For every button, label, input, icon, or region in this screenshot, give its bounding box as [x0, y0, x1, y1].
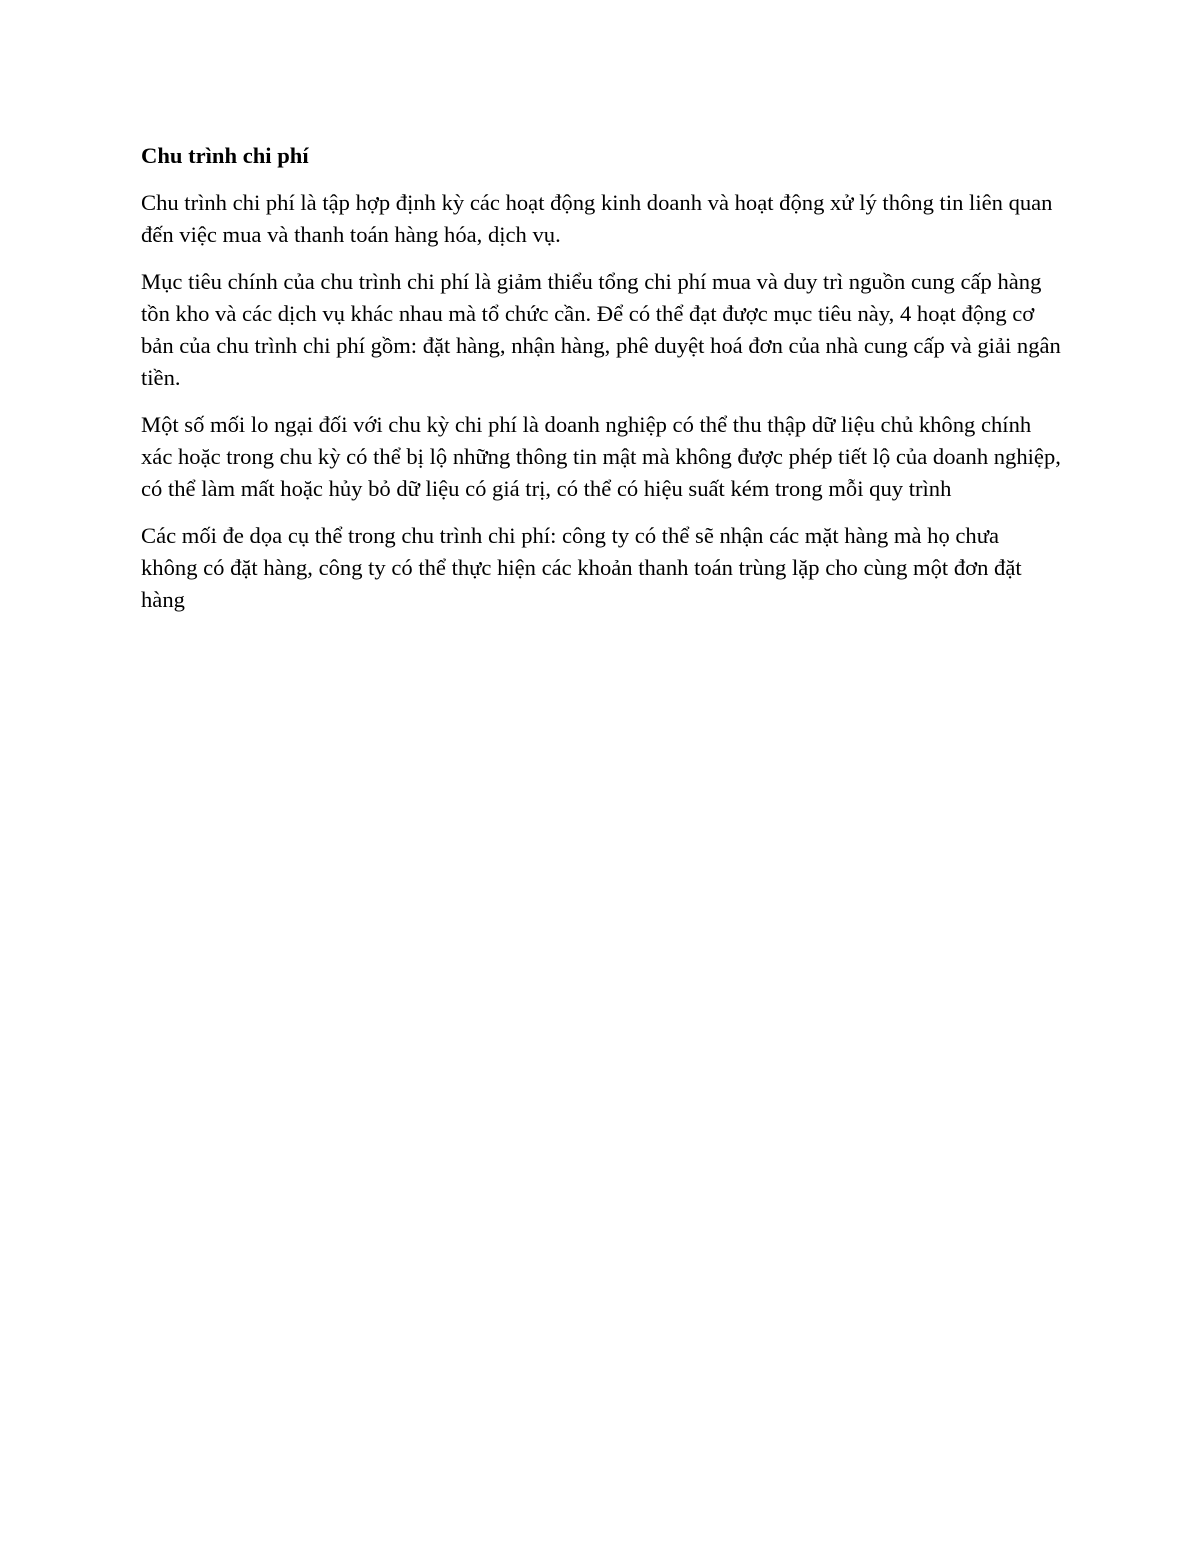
document-title: Chu trình chi phí [141, 143, 309, 168]
paragraph-objectives: Mục tiêu chính của chu trình chi phí là giảm thiểu tổng chi phí mua và duy trì nguồn cung cấp hàng tồn kho và các dịch vụ khác nhau mà tổ chức cần. Để có thể đạt được mục tiêu này, 4 hoạt động cơ bản của chu trình chi phí gồm: đặt hàng, nhận hàng, phê duyệt hoá đơn của nhà cung cấp và giải ngân tiền. [141, 269, 1061, 390]
paragraph-threats: Các mối đe dọa cụ thể trong chu trình chi phí: công ty có thể sẽ nhận các mặt hàng mà họ chưa không có đặt hàng, công ty có thể thực hiện các khoản thanh toán trùng lặp cho cùng một đơn đặt hàng [141, 523, 1022, 612]
document-body [141, 140, 1061, 631]
paragraph-concerns: Một số mối lo ngại đối với chu kỳ chi phí là doanh nghiệp có thể thu thập dữ liệu chủ không chính xác hoặc trong chu kỳ có thể bị lộ những thông tin mật mà không được phép tiết lộ của doanh nghiệp, có thể làm mất hoặc hủy bỏ dữ liệu có giá trị, có thể có hiệu suất kém trong mỗi quy trình [141, 412, 1061, 501]
paragraph-definition: Chu trình chi phí là tập hợp định kỳ các hoạt động kinh doanh và hoạt động xử lý thông tin liên quan đến việc mua và thanh toán hàng hóa, dịch vụ. [141, 190, 1053, 247]
